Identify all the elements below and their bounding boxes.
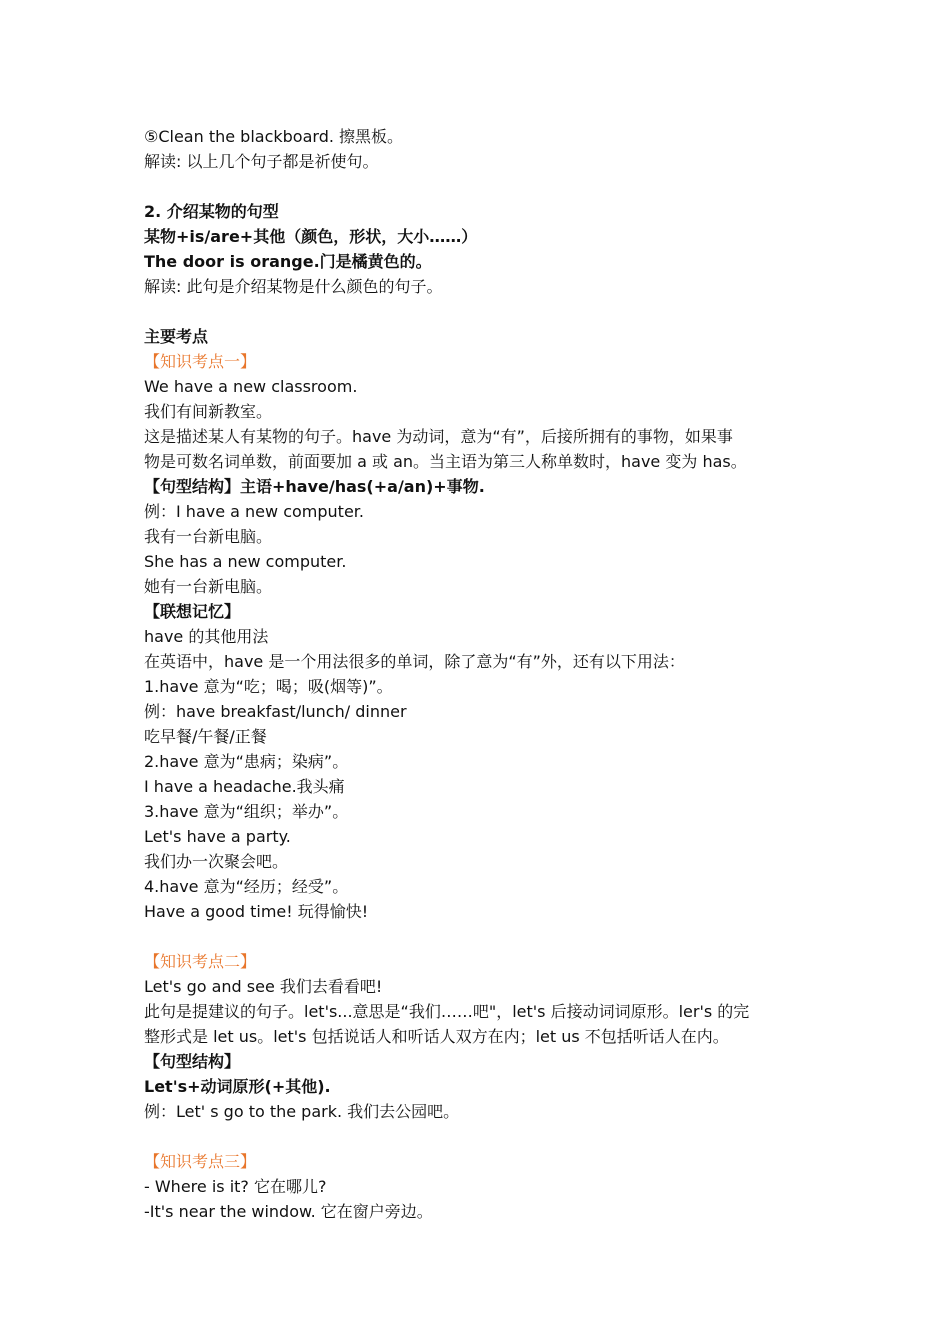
document-page xyxy=(144,124,824,1224)
bold-text-line: Let's+动词原形(+其他). xyxy=(144,1077,331,1096)
text-line: 2.have 意为“患病；染病”。 xyxy=(144,752,349,771)
text-line: 例：I have a new computer. xyxy=(144,502,364,521)
text-line: 我有一台新电脑。 xyxy=(144,527,273,546)
text-line: Let's go and see 我们去看看吧! xyxy=(144,977,383,996)
text-line: 4.have 意为“经历；经受”。 xyxy=(144,877,349,896)
text-line: 3.have 意为“组织；举办”。 xyxy=(144,802,349,821)
text-line: We have a new classroom. xyxy=(144,377,358,396)
blank-line xyxy=(144,299,824,324)
bold-text-line: 【联想记忆】 xyxy=(144,602,241,621)
text-line: 物是可数名词单数，前面要加 a 或 an。当主语为第三人称单数时，have 变为 has。 xyxy=(144,452,747,471)
text-line: 整形式是 let us。let's 包括说话人和听话人双方在内；let us 不包括听话人在内。 xyxy=(144,1027,729,1046)
text-line: 这是描述某人有某物的句子。have 为动词，意为“有”，后接所拥有的事物，如果事 xyxy=(144,427,733,446)
bold-text-line: 【句型结构】 xyxy=(144,1052,241,1071)
text-line: 我们办一次聚会吧。 xyxy=(144,852,289,871)
blank-line xyxy=(144,1124,824,1149)
text-line: have 的其他用法 xyxy=(144,627,269,646)
text-line: 解读: 此句是介绍某物是什么颜色的句子。 xyxy=(144,277,443,296)
bold-text-line: 主要考点 xyxy=(144,327,209,346)
text-line: I have a headache.我头痛 xyxy=(144,777,345,796)
bold-text-line: 某物+is/are+其他（颜色，形状，大小……） xyxy=(144,227,478,246)
bold-text-line: The door is orange.门是橘黄色的。 xyxy=(144,252,432,271)
bold-text-line: 2. 介绍某物的句型 xyxy=(144,202,279,221)
text-line: Have a good time! 玩得愉快! xyxy=(144,902,369,921)
text-line: 我们有间新教室。 xyxy=(144,402,273,421)
blank-line xyxy=(144,924,824,949)
text-line: 吃早餐/午餐/正餐 xyxy=(144,727,267,746)
section-heading: 【知识考点三】 xyxy=(144,1152,257,1171)
text-line: ⑤Clean the blackboard. 擦黑板。 xyxy=(144,127,404,146)
blank-line xyxy=(144,174,824,199)
text-line: 此句是提建议的句子。let's...意思是“我们……吧"，let's 后接动词词原形。ler's 的完 xyxy=(144,1002,750,1021)
text-line: -It's near the window. 它在窗户旁边。 xyxy=(144,1202,433,1221)
text-line: 她有一台新电脑。 xyxy=(144,577,273,596)
section-heading: 【知识考点二】 xyxy=(144,952,257,971)
section-heading: 【知识考点一】 xyxy=(144,352,257,371)
text-line: 解读: 以上几个句子都是祈使句。 xyxy=(144,152,379,171)
text-line: 在英语中，have 是一个用法很多的单词，除了意为“有”外，还有以下用法： xyxy=(144,652,685,671)
text-line: 例：Let' s go to the park. 我们去公园吧。 xyxy=(144,1102,460,1121)
text-line: 1.have 意为“吃；喝；吸(烟等)”。 xyxy=(144,677,393,696)
bold-text-line: 【句型结构】主语+have/has(+a/an)+事物. xyxy=(144,477,485,496)
text-line: She has a new computer. xyxy=(144,552,347,571)
text-line: 例：have breakfast/lunch/ dinner xyxy=(144,702,407,721)
text-line: Let's have a party. xyxy=(144,827,291,846)
text-line: - Where is it? 它在哪儿? xyxy=(144,1177,327,1196)
